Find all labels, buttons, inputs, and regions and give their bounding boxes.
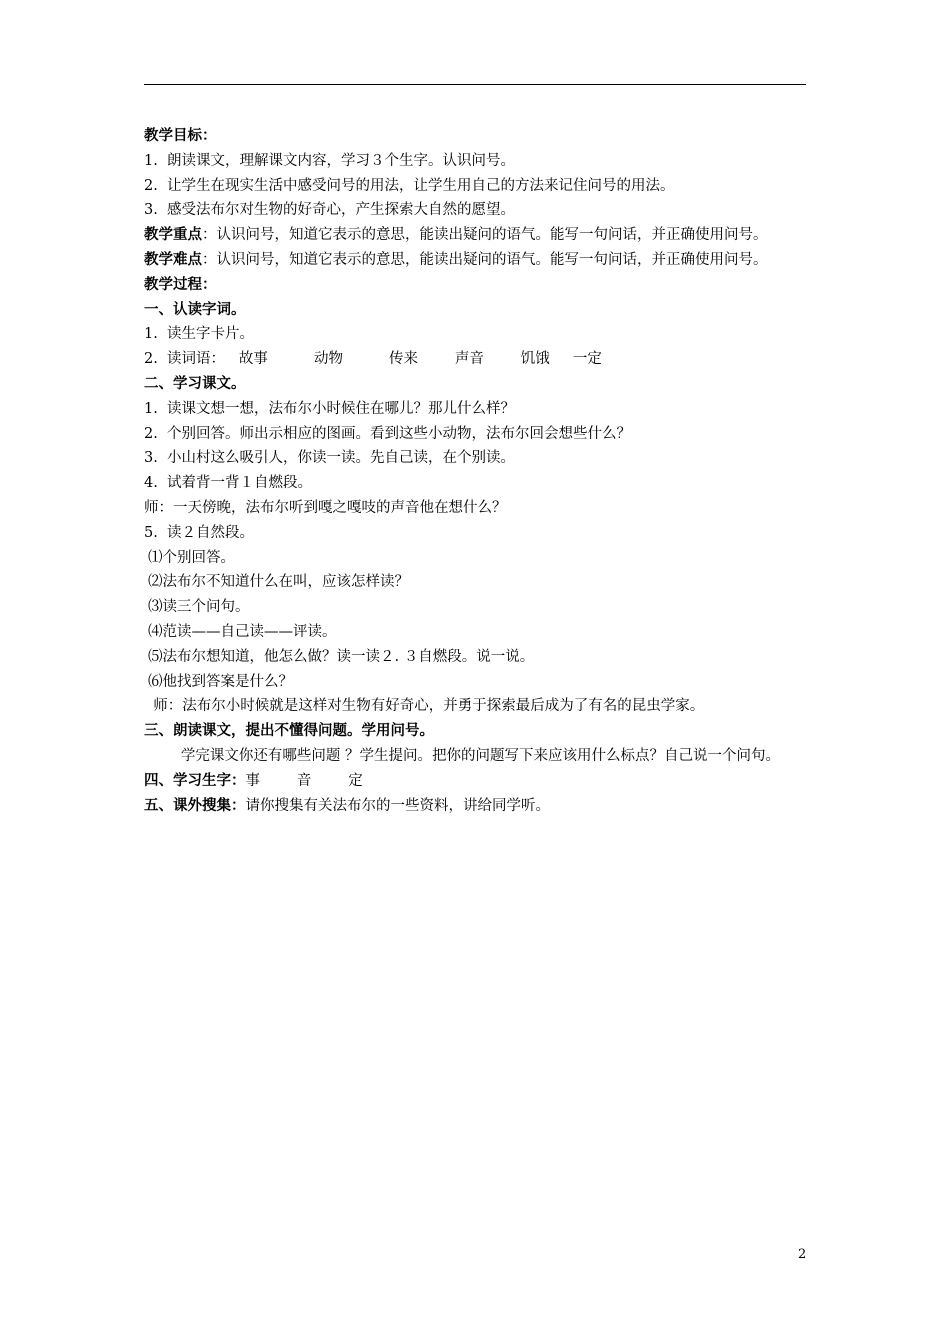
section2-subitem-6: ⑹他找到答案是什么？	[148, 673, 293, 690]
section1-item-1: 1. 读生字卡片。	[144, 326, 255, 343]
difficult-point-label: 教学难点	[144, 251, 202, 268]
section1-heading: 一、认读字词。	[144, 301, 246, 318]
section5-heading: 五、课外搜集：	[144, 797, 246, 814]
process-heading: 教学过程：	[144, 276, 217, 293]
section2-subitem-5: ⑸法布尔想知道，他怎么做？读一读２. ３自燃段。说一说。	[148, 648, 535, 665]
section3-text: 学完课文你还有哪些问题 ？学生提问。把你的问题写下来应该用什么标点？自己说一个问句。	[144, 747, 780, 764]
difficult-point-paragraph	[144, 248, 808, 273]
section2-item-2: 2. 个别回答。师出示相应的图画。看到这些小动物，法布尔回会想些什么？	[144, 425, 632, 442]
section2-item-4: 4. 试着背一背１自燃段。	[144, 475, 313, 492]
section2-item-1: 1. 读课文想一想，法布尔小时候住在哪儿？那儿什么样？	[144, 400, 516, 417]
page-number: 2	[798, 1247, 807, 1262]
section2-teacher-note-1: 师：一天傍晚，法布尔听到嘎之嘎吱的声音他在想什么？	[144, 499, 507, 516]
header-rule	[144, 84, 806, 85]
section2-heading: 二、学习课文。	[144, 375, 246, 392]
section4-heading: 四、学习生字：	[144, 772, 246, 789]
difficult-point-text: ：认识问号，知道它表示的意思，能读出疑问的语气。能写一句问话，并正确使用问号。	[202, 251, 768, 268]
section2-teacher-note-2: 师：法布尔小时候就是这样对生物有好奇心，并勇于探索最后成为了有名的昆虫学家。	[144, 698, 705, 715]
section4-paragraph	[144, 769, 808, 794]
key-point-label: 教学重点	[144, 227, 202, 244]
key-point-text: ：认识问号，知道它表示的意思，能读出疑问的语气。能写一句问话，并正确使用问号。	[202, 227, 768, 244]
section1-item-2: 2. 读词语： 故事 动物 传来 声音 饥饿 一定	[144, 351, 602, 368]
section5-paragraph	[144, 794, 808, 819]
section3-heading: 三、朗读课文，提出不懂得问题。学用问号。	[144, 723, 434, 740]
section2-subitem-3: ⑶读三个问句。	[148, 599, 250, 616]
objective-item-1: 1. 朗读课文，理解课文内容，学习３个生字。认识问号。	[144, 152, 516, 169]
lesson-plan	[144, 124, 808, 818]
objective-item-3: 3. 感受法布尔对生物的好奇心，产生探索大自然的愿望。	[144, 202, 516, 219]
section2-subitem-2: ⑵法布尔不知道什么在叫，应该怎样读？	[148, 574, 409, 591]
section2-subitem-4: ⑷范读——自己读——评读。	[148, 623, 337, 640]
section2-item-5: 5. 读２自然段。	[144, 524, 255, 541]
objective-item-2: 2. 让学生在现实生活中感受问号的用法，让学生用自己的方法来记住问号的用法。	[144, 177, 675, 194]
objectives-heading: 教学目标：	[144, 128, 217, 144]
key-point-paragraph	[144, 223, 808, 248]
section2-item-3: 3. 小山村这么吸引人，你读一读。先自己读，在个别读。	[144, 450, 516, 467]
section4-text: 事 音 定	[245, 772, 363, 789]
section5-text: 请你搜集有关法布尔的一些资料，讲给同学听。	[245, 797, 550, 814]
section2-subitem-1: ⑴个别回答。	[148, 549, 235, 566]
